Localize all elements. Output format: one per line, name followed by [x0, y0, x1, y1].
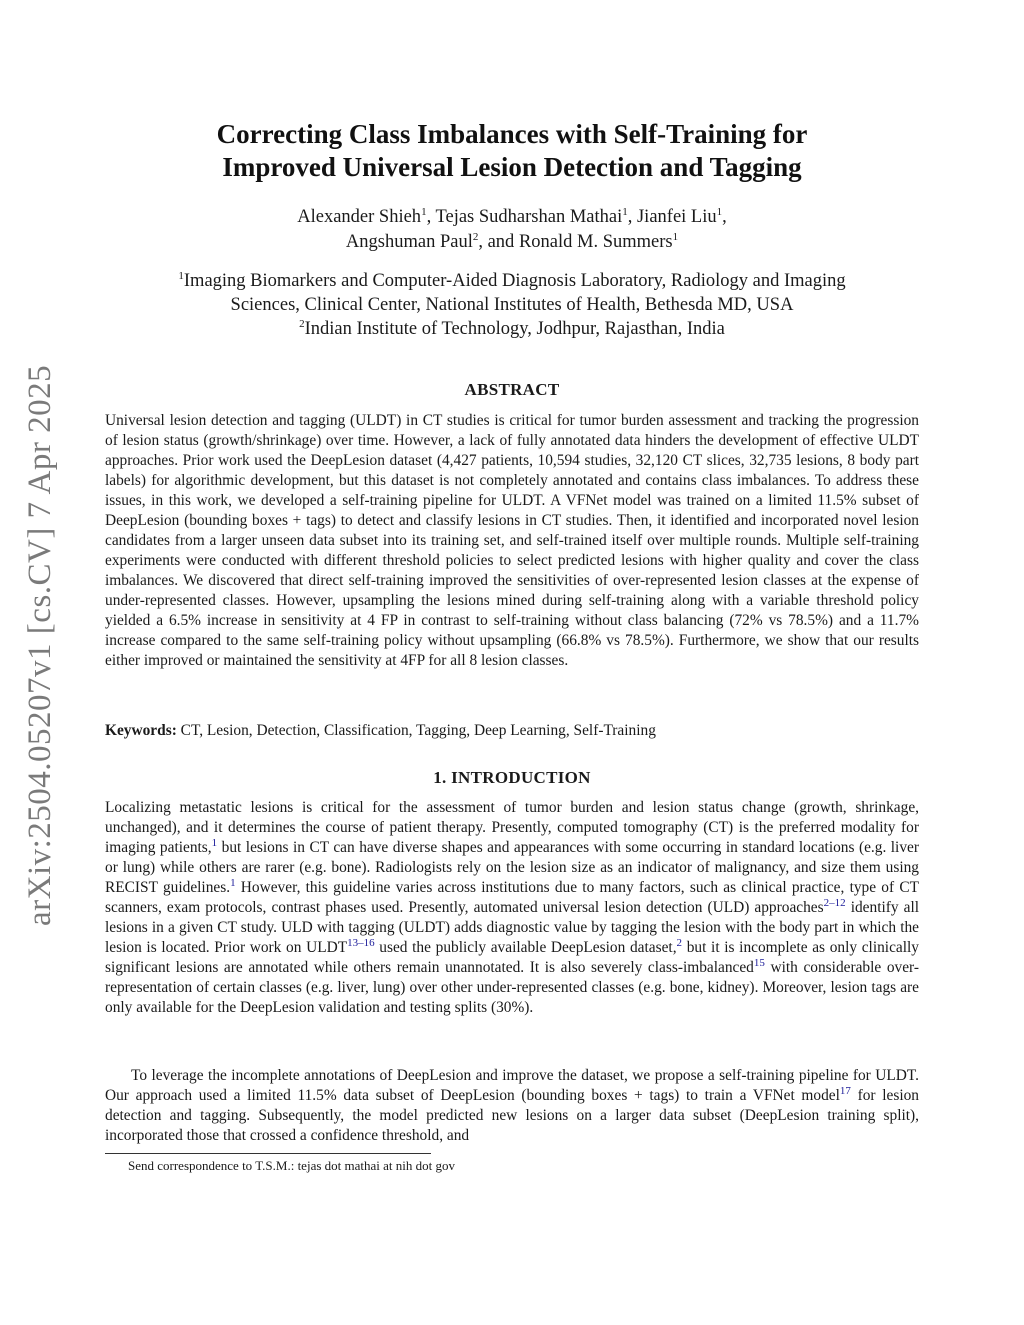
keywords-label: Keywords:: [105, 722, 177, 739]
author-name: Tejas Sudharshan Mathai: [435, 207, 623, 227]
paragraph-text: but it is incomplete as only clinically significant lesions are annotated while others remain unannotated. It is also severely class-imbalanced: [105, 939, 919, 976]
author-separator: ,: [426, 207, 436, 227]
correspondence-footnote: Send correspondence to T.S.M.: tejas dot mathai at nih dot gov: [128, 1158, 455, 1173]
author-separator: ,: [627, 207, 637, 227]
author-name: Ronald M. Summers: [518, 232, 673, 252]
paragraph-text: Localizing metastatic lesions is critical for the assessment of tumor burden and lesion status change (growth, shrinkage, unchanged), and it determines the course of patient therapy. Presently, computed tomography (CT) is the preferred modality for imaging patients,: [105, 799, 919, 856]
introduction-paragraph-2: [105, 1066, 919, 1146]
title-line-2: Improved Universal Lesion Detection and Tagging: [222, 152, 802, 182]
paragraph-text: for lesion detection and tagging. Subsequently, the model predicted new lesions on a larger data subset (DeepLesion training split), incorporated those that crossed a confidence threshold, and: [105, 1087, 919, 1144]
affiliation-sup: 1: [178, 269, 184, 282]
keywords: [105, 721, 919, 741]
affiliations: [105, 269, 919, 341]
abstract-text: Universal lesion detection and tagging (ULDT) in CT studies is critical for tumor burden assessment and tracking the progression of lesion status (growth/shrinkage) over time. However, a lack of fully annotated data hinders the development of effective ULDT approaches. Prior work used the DeepLesion dataset (4,427 patients, 10,594 studies, 32,120 CT slices, 32,735 lesions, 8 body part labels) for algorithmic development, but this dataset is not completely annotated and contains class imbalances. To address these issues, in this work, we developed a self-training pipeline for ULDT. A VFNet model was trained on a limited 11.5% subset of DeepLesion (bounding boxes + tags) to detect and classify lesions in CT studies. Then, it identified and incorporated novel lesion candidates from a larger unseen data subset into its training set, and self-trained itself over multiple rounds. Multiple self-training experiments were conducted with different threshold policies to select predicted lesions with higher quality and cover the class imbalances. We discovered that direct self-training improved the sensitivities of over-represented lesion classes at the expense of under-represented classes. However, upsampling the lesions mined during self-training along with a variable threshold policy yielded a 6.5% increase in sensitivity at 4 FP in contrast to self-training without class balancing (72% vs 78.5%) and a 11.7% increase compared to the same self-training policy without upsampling (66.8% vs 78.5%). Furthermore, we show that our results either improved or maintained the sensitivity at 4FP for all 8 lesion classes.: [105, 412, 919, 669]
citation-link[interactable]: 13–16: [347, 936, 375, 949]
affiliation-1-line-1: [105, 269, 919, 293]
abstract-heading: ABSTRACT: [464, 380, 560, 399]
title-line-1: Correcting Class Imbalances with Self-Training for: [216, 119, 808, 149]
affiliation-2: [105, 317, 919, 341]
footnote-divider: [105, 1153, 431, 1154]
paragraph-text: used the publicly available DeepLesion dataset,: [374, 939, 677, 956]
paragraph-text: but lesions in CT can have diverse shapes and appearances with some occurring in standard locations (e.g. liver or lung) while others are rarer (e.g. bone). Radiologists rely on the lesion size as an indicator of malignancy, and size them using RECIST guidelines.: [105, 839, 919, 896]
author-line-1: [105, 205, 919, 230]
citation-link[interactable]: 2: [676, 936, 683, 949]
citation-link[interactable]: 1: [211, 836, 218, 849]
paragraph-text: To leverage the incomplete annotations of DeepLesion and improve the dataset, we propose a self-training pipeline for ULDT. Our approach used a limited 11.5% data subset of DeepLesion (bounding boxes + tags) to train a VFNet model: [105, 1067, 919, 1104]
author-affiliation-sup: 2: [472, 230, 479, 243]
author-affiliation-sup: 1: [622, 205, 628, 218]
affiliation-sup: 2: [299, 317, 305, 330]
paragraph-text: with considerable over-representation of certain classes (e.g. liver, lung) over other under-represented classes (e.g. bone, kidney). Moreover, lesion tags are only available for the DeepLesion validation and testing splits (30%).: [105, 959, 919, 1016]
author-affiliation-sup: 1: [421, 205, 427, 218]
author-line-2: [105, 230, 919, 255]
keywords-text: CT, Lesion, Detection, Classification, Tagging, Deep Learning, Self-Training: [176, 722, 656, 739]
author-list: [105, 205, 919, 255]
paragraph-text: However, this guideline varies across institutions due to many factors, such as clinical practice, type of CT scanners, exam protocols, contrast phases used. Presently, automated universal lesion detection (ULD) approaches: [105, 879, 919, 916]
introduction-paragraph-1: [105, 798, 919, 1018]
author-name: Angshuman Paul: [345, 232, 473, 252]
author-name: Jianfei Liu: [636, 207, 717, 227]
citation-link[interactable]: 15: [753, 956, 765, 969]
introduction-heading: 1. INTRODUCTION: [433, 768, 591, 787]
citation-link[interactable]: 1: [230, 876, 236, 889]
citation-link[interactable]: 17: [839, 1084, 851, 1097]
author-name: Alexander Shieh: [297, 207, 422, 227]
author-separator: , and: [478, 232, 519, 252]
affiliation-1-text: Imaging Biomarkers and Computer-Aided Diagnosis Laboratory, Radiology and Imaging: [183, 271, 846, 291]
citation-link[interactable]: 2–12: [823, 896, 846, 909]
paragraph-text: identify all lesions in a given CT study. ULD with tagging (ULDT) adds diagnostic value by tagging the lesion with the body part in which the lesion is located. Prior work on ULDT: [105, 899, 919, 956]
author-affiliation-sup: 1: [716, 205, 723, 218]
affiliation-1-line-2: Sciences, Clinical Center, National Institutes of Health, Bethesda MD, USA: [230, 295, 794, 315]
paper-title: [105, 118, 919, 184]
affiliation-2-text: Indian Institute of Technology, Jodhpur, Rajasthan, India: [304, 319, 725, 339]
author-separator: ,: [722, 207, 727, 227]
author-affiliation-sup: 1: [672, 230, 679, 243]
arxiv-identifier-stamp: arXiv:2504.05207v1 [cs.CV] 7 Apr 2025: [22, 364, 58, 926]
